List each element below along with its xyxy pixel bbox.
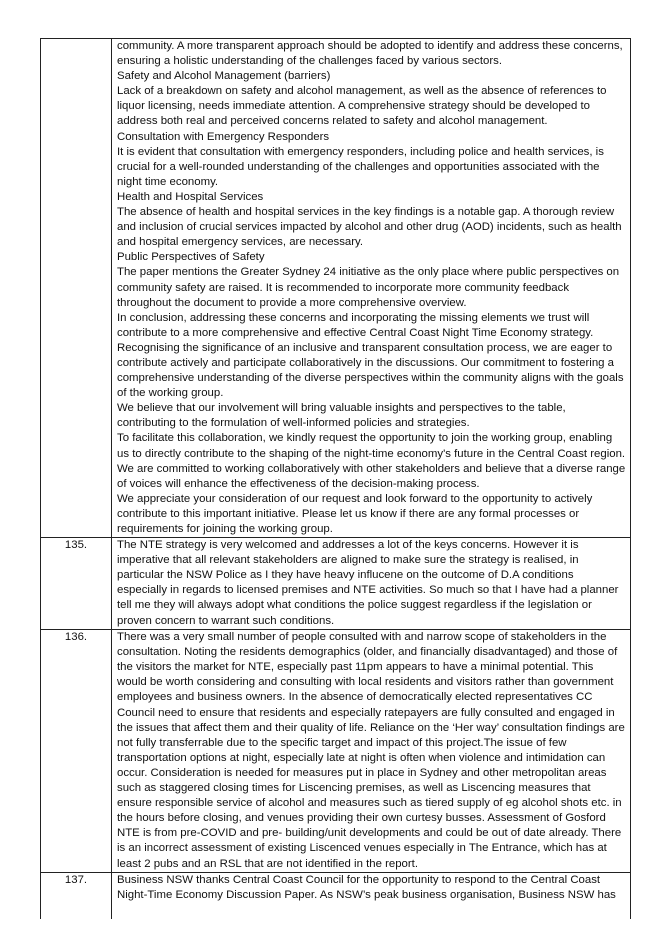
heading-emergency-responders: Consultation with Emergency Responders bbox=[117, 130, 330, 143]
paragraph-recognising: Recognising the significance of an inclusive and transparent consultation process, we are eager to contribute actively and participate collaboratively in the discussions. Our commitment to fostering a comprehensive understanding of the diverse perspectives within the community aligns with the goals of the working group. bbox=[117, 341, 624, 400]
submission-text-cell bbox=[112, 872, 631, 919]
row-number: 135. bbox=[41, 538, 112, 630]
paragraph-conclusion: In conclusion, addressing these concerns and incorporating the missing elements we trust will contribute to a more comprehensive and effective Central Coast Night Time Economy strategy. bbox=[117, 311, 594, 339]
paragraph-health-hospital: The absence of health and hospital services in the key findings is a notable gap. A thorough review and inclusion of crucial services impacted by alcohol and other drug (AOD) incidents, such as health and hospital emergency services, are necessary. bbox=[117, 206, 622, 249]
submission-text: Business NSW thanks Central Coast Council for the opportunity to respond to the Central Coast Night-Time Economy Discussion Paper. As NSW’s peak business organisation, Business NSW has bbox=[117, 873, 616, 901]
submission-text: The NTE strategy is very welcomed and addresses a lot of the keys concerns. However it is imperative that all relevant stakeholders are aligned to make sure the strategy is realised, in particular the NSW Police as I they have heavy influcene on the outcome of D.A conditions especially in regards to licensed premises and NTE activities. So much so that I have had a planner tell me they will always adopt what conditions the police suggest regardless if the legislation or proven concern to warrant such conditions. bbox=[117, 539, 619, 627]
table-row bbox=[41, 872, 631, 919]
paragraph-community-transparency: community. A more transparent approach should be adopted to identify and address these concerns, ensuring a holistic understanding of the challenges faced by various sectors. bbox=[117, 40, 623, 68]
submission-text-cell bbox=[112, 39, 631, 538]
heading-public-perspectives: Public Perspectives of Safety bbox=[117, 251, 265, 264]
paragraph-collaboration: To facilitate this collaboration, we kindly request the opportunity to join the working group, enabling us to directly contribute to the shaping of the night-time economy's future in the Central Coast region. We are committed to working collaboratively with other stakeholders and believe that a diverse range of voices will enhance the effectiveness of the decision-making process. bbox=[117, 432, 626, 490]
heading-health-hospital: Health and Hospital Services bbox=[117, 190, 264, 203]
submissions-table bbox=[40, 38, 631, 919]
paragraph-emergency-responders: It is evident that consultation with emergency responders, including police and health services, is crucial for a well-rounded understanding of the challenges and opportunities associated with the night time economy. bbox=[117, 145, 604, 188]
table-row-continuation bbox=[41, 39, 631, 538]
paragraph-appreciation: We appreciate your consideration of our request and look forward to the opportunity to actively contribute to this important initiative. Please let us know if there are any formal processes or requirements for joining the working group. bbox=[117, 492, 593, 535]
row-number-cell-empty bbox=[41, 39, 112, 538]
table-row bbox=[41, 630, 631, 873]
row-number: 136. bbox=[41, 630, 112, 873]
row-number: 137. bbox=[41, 872, 112, 919]
paragraph-safety-alcohol: Lack of a breakdown on safety and alcohol management, as well as the absence of references to liquor licensing, needs immediate attention. A comprehensive strategy should be developed to address both real and perceived concerns related to safety and alcohol management. bbox=[117, 85, 607, 128]
paragraph-public-perspectives: The paper mentions the Greater Sydney 24 initiative as the only place where public perspectives on community safety are raised. It is recommended to incorporate more community feedback throughout the document to provide a more comprehensive overview. bbox=[117, 266, 620, 309]
paragraph-involvement: We believe that our involvement will bring valuable insights and perspectives to the table, contributing to the formulation of well-informed policies and strategies. bbox=[117, 402, 566, 430]
submission-text-cell bbox=[112, 630, 631, 873]
submission-text: There was a very small number of people consulted with and narrow scope of stakeholders in the consultation. Noting the residents demographics (older, and financially disadvantaged) and those of the visitors the market for NTE, especially past 11pm appears to have a minimal potential. This would be worth considering and consulting with local residents and visitors rather than government employees and business owners. In the absence of democratically elected representatives CC Council need to ensure that residents and especially ratepayers are fully consulted and engaged in the issues that affect them and their quality of life. Reliance on the ‘Her way’ consultation findings are not fully transferrable due to the specific target and impact of this project.The issue of few transportation options at night, especially late at night is often when violence and intimidation can occur. Consideration is needed for measures put in place in Sydney and other metropolitan areas such as staggered closing times for Liscencing premises, as well as Liscencing measures that ensure responsible service of alcohol and measures such as tiered supply of eg alcohol shots etc. in the hours before closing, and venues providing their own curtesy busses. Assessment of Gosford NTE is from pre-COVID and pre- building/unit developments and could be out of date already. There is an incorrect assessment of existing Liscenced venues especially in The Entrance, which has at least 2 pubs and an RSL that are not identified in the report. bbox=[117, 631, 625, 870]
submission-text-cell bbox=[112, 538, 631, 630]
heading-safety-alcohol: Safety and Alcohol Management (barriers) bbox=[117, 70, 331, 83]
table-row bbox=[41, 538, 631, 630]
